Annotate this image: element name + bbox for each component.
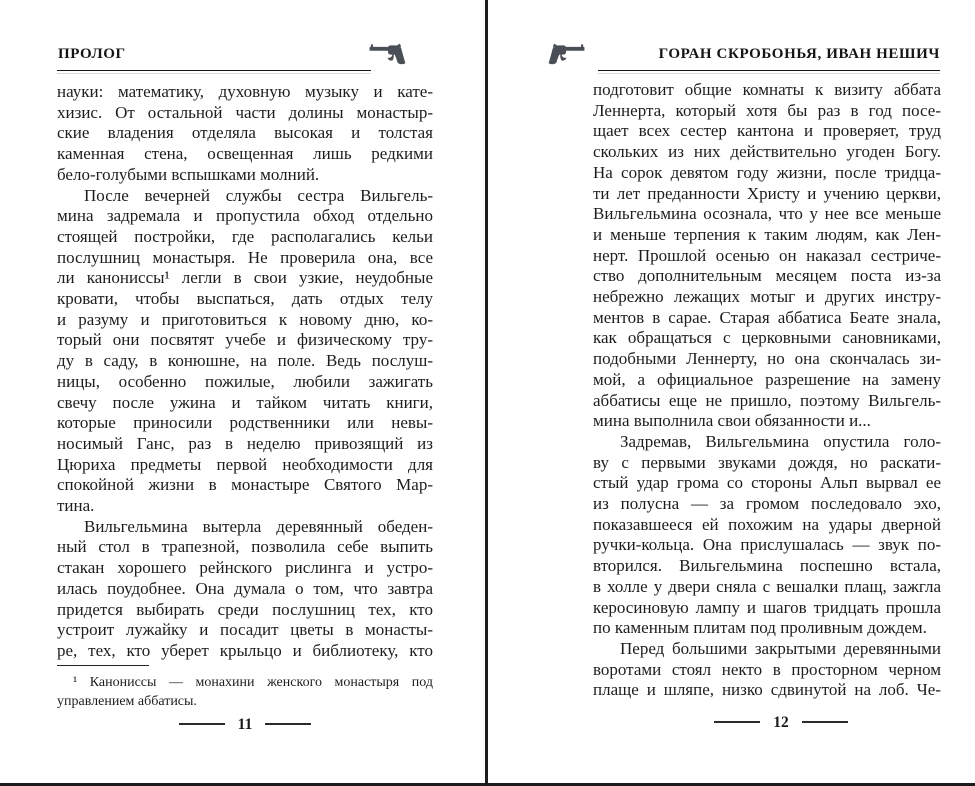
footnote xyxy=(57,673,433,711)
text-line: носимый Ганс, раз в неделю привозящий из xyxy=(57,433,433,453)
text-line: подобными Леннерту, но она скончалась зи- xyxy=(593,349,941,369)
folio-dash xyxy=(179,723,225,725)
revolver-icon-left xyxy=(368,39,408,71)
text-line: ницы, особенно пожилые, любили зажигать xyxy=(57,371,433,391)
header-rule-left xyxy=(57,70,371,71)
page-right xyxy=(487,0,975,786)
text-line: Леннерта, который хотя бы раз в год посе- xyxy=(593,100,941,120)
text-line: мина задремала и пропустила обход отдельно xyxy=(57,206,433,226)
text-line: ментов в сарае. Старая аббатиса Беате знала, xyxy=(593,307,941,327)
text-line: щает всех сестер кантона и проверяет, труд xyxy=(593,121,941,141)
text-line: ство дополнительным месяцем поста из-за xyxy=(593,266,941,286)
text-line: мой, а официальное разрешение на замену xyxy=(593,369,941,389)
text-line: После вечерней службы сестра Вильгель- xyxy=(84,185,433,205)
paragraph xyxy=(57,673,433,711)
text-line: плаще и шляпе, низко сдвинутой на лоб. Че- xyxy=(593,680,941,700)
revolver-icon-right xyxy=(546,39,586,71)
text-line: стоящей постройки, где располагались кельи xyxy=(57,226,433,246)
paragraph xyxy=(593,432,941,639)
body-text-right xyxy=(593,80,941,701)
folio-dash xyxy=(714,721,760,723)
text-line: и меньше терпения к таким людям, как Лен- xyxy=(593,224,941,244)
text-line: в холле у двери сняла с вешалки плащ, зажгла xyxy=(593,576,941,596)
text-line: ти лет преданности Христу и учению церкви, xyxy=(593,183,941,203)
text-line: мина выполнила свои обязанности и... xyxy=(593,411,871,431)
text-line: тина. xyxy=(57,496,95,516)
text-line: подготовит общие комнаты к визиту аббата xyxy=(593,80,941,99)
paragraph xyxy=(57,517,433,662)
paragraph xyxy=(57,186,433,517)
text-line: по каменным плитам под проливным дождем. xyxy=(593,618,927,638)
text-line: Вильгельмина вытерла деревянный обеден- xyxy=(84,516,433,536)
text-line: ву с первыми звуками дождя, но раскати- xyxy=(593,452,941,472)
text-line: стый удар грома со стороны Альп вырвал ее xyxy=(593,473,941,493)
text-line: ли канониссы¹ легли в свои узкие, неудобные xyxy=(57,268,433,288)
text-line: керосиновую лампу и шагов тридцать прошла xyxy=(593,597,941,617)
page-number-left xyxy=(57,716,433,734)
page-number-right xyxy=(593,714,969,732)
text-line: илась поудобнее. Она думала о том, что завтра xyxy=(57,578,433,598)
text-line: скольких из них действительно угоден Богу. xyxy=(593,142,941,162)
text-line: торый они посвятят учебе и физическому тру- xyxy=(57,330,433,350)
text-line: и разуму и приготовиться к новому дню, ко- xyxy=(57,309,433,329)
page-left xyxy=(0,0,487,786)
text-line: ¹ Канониссы — монахини женского монастыря под xyxy=(73,675,433,690)
text-line: которые приносили родственники или невы- xyxy=(57,413,433,433)
text-line: ре, тех, кто уберет крыльцо и библиотеку, кто xyxy=(57,640,433,660)
text-line: стакан хорошего рейнского рислинга и устро- xyxy=(57,558,433,578)
text-line: ские владения отделяла высокая и толстая xyxy=(57,123,433,143)
paragraph xyxy=(593,639,941,701)
text-line: устроит лужайку и посадит цветы в монасты- xyxy=(57,620,433,640)
text-line: ный стол в трапезной, позволила себе выпить xyxy=(57,537,433,557)
text-line: ручки-кольца. Она прислушалась — звук по- xyxy=(593,535,941,555)
text-line: придется выбирать среди послушниц тех, кто xyxy=(57,599,433,619)
body-text-left xyxy=(57,82,433,662)
text-line: Задремав, Вильгельмина опустила голо- xyxy=(620,431,941,451)
text-line: На сорок девятом году жизни, после тридца- xyxy=(593,162,941,182)
text-line: Вильгельмина осознала, что у нее все меньше xyxy=(593,204,941,224)
running-header-authors: ГОРАН СКРОБОНЬЯ, ИВАН НЕШИЧ xyxy=(658,46,940,62)
text-line: управлением аббатисы. xyxy=(57,694,197,709)
page-number-value: 12 xyxy=(773,714,789,731)
text-line: Перед большими закрытыми деревянными xyxy=(620,638,941,658)
text-line: кровати, чтобы выспаться, дать отдых телу xyxy=(57,289,433,309)
text-line: послушниц монастыря. Не проверила она, все xyxy=(57,247,433,267)
text-line: как обращаться с церковными сановниками, xyxy=(593,328,941,348)
text-line: показавшееся ей похожим на удары дверной xyxy=(593,514,941,534)
footnote-separator xyxy=(57,665,149,666)
text-line: ду в саду, в конюшне, на поле. Ведь послуш- xyxy=(57,351,433,371)
text-line: спокойной жизни в монастыре Святого Мар- xyxy=(57,475,433,495)
page-number-value: 11 xyxy=(237,716,253,733)
text-line: бело-голубыми вспышками молний. xyxy=(57,164,320,184)
folio-dash xyxy=(802,721,848,723)
text-line: нерт. Прошлой осенью он наказал сестриче- xyxy=(593,245,941,265)
text-line: воротами стоял некто в просторном черном xyxy=(593,659,941,679)
paragraph xyxy=(57,82,433,186)
book-spine xyxy=(485,0,488,786)
text-line: вторился. Вильгельмина поспешно встала, xyxy=(593,556,941,576)
text-line: из полусна — за громом последовало эхо, xyxy=(593,494,941,514)
text-line: свечу после ужина и тайком читать книги, xyxy=(57,392,433,412)
text-line: науки: математику, духовную музыку и кате- xyxy=(57,82,433,101)
folio-dash xyxy=(265,723,311,725)
text-line: аббатисы еще не пришло, поэтому Вильгель- xyxy=(593,390,941,410)
paragraph xyxy=(593,80,941,432)
header-rule-right xyxy=(598,70,940,71)
text-line: хизис. От остальной части долины монастыр- xyxy=(57,102,433,122)
running-header-prologue: ПРОЛОГ xyxy=(58,46,126,62)
text-line: небрежно лежащих мотыг и других инстру- xyxy=(593,287,941,307)
text-line: каменная стена, освещенная лишь редкими xyxy=(57,144,433,164)
text-line: Цюриха предметы первой необходимости для xyxy=(57,454,433,474)
